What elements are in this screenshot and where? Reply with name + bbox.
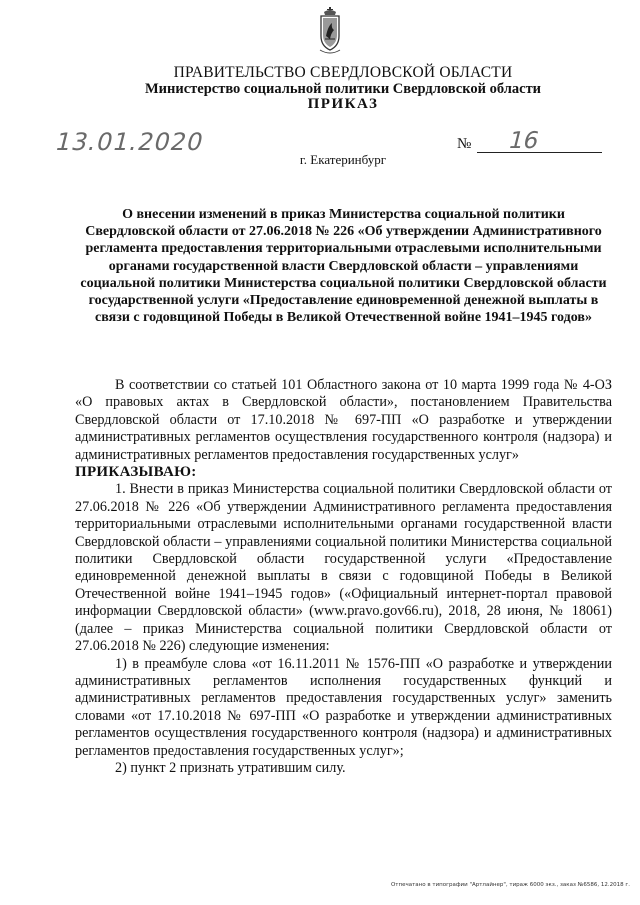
document-body <box>75 377 612 777</box>
ministry-name: Министерство социальной политики Свердловской области <box>144 81 542 97</box>
preamble-paragraph: В соответствии со статьей 101 Областного закона от 10 марта 1999 года № 4-ОЗ «О правовых актах в Свердловской области», постановлением Правительства Свердловской области от 17.10.2018 № 697-ПП «О разработке и утверждении административных регламентов осуществления государственного контроля (надзора) и административных регламентов предоставления государственных услуг» <box>75 377 612 463</box>
coat-of-arms-icon <box>319 6 341 56</box>
item-1-2-paragraph: 2) пункт 2 признать утратившим силу. <box>115 759 346 776</box>
government-name: ПРАВИТЕЛЬСТВО СВЕРДЛОВСКОЙ ОБЛАСТИ <box>173 64 513 81</box>
document-number: 16 <box>505 128 542 154</box>
document-type: ПРИКАЗ <box>307 96 379 112</box>
document-date: 13.01.2020 <box>52 128 207 156</box>
order-word: ПРИКАЗЫВАЮ: <box>75 464 197 481</box>
item-1-paragraph: 1. Внести в приказ Министерства социальной политики Свердловской области от 27.06.2018 № 226 «Об утверждении Административного регламента предоставления территориальными отраслевыми исполнительными органами государственной власти Свердловской области – управлениями социальной политики Министерства социальной политики Свердловской области государственной услуги «Предоставление единовременной денежной выплаты в связи с годовщиной Победы в Великой Отечественной войне 1941–1945 годов» («Официальный интернет-портал правовой информации Свердловской области» (www.pravo.gov66.ru), 2018, 28 июня, № 18061) (далее – приказ Министерства социальной политики Свердловской области от 27.06.2018 № 226) следующие изменения: <box>75 481 612 655</box>
document-title: О внесении изменений в приказ Министерства социальной политики Свердловской области от 27.06.2018 № 226 «Об утверждении Административного регламента предоставления территориальными отраслевыми исполнительными органами государственной власти Свердловской области – управлениями социальной политики Министерства социальной политики Свердловской области государственной услуги «Предоставление единовременной денежной выплаты в связи с годовщиной Победы в Великой Отечественной войне 1941–1945 годов» <box>80 207 607 326</box>
print-footer: Отпечатано в типографии "Артлайнер", тираж 6000 экз., заказ №6586, 12.2018 г. <box>390 882 630 888</box>
number-label: № <box>457 136 472 152</box>
city: г. Екатеринбург <box>299 152 387 167</box>
item-1-1-paragraph: 1) в преамбуле слова «от 16.11.2011 № 1576-ПП «О разработке и утверждении административных регламентов исполнения государственных функций и административных регламентов предоставления государственных услуг» заменить словами «от 17.10.2018 № 697-ПП «О разработке и утверждении административных регламентов осуществления государственного контроля (надзора) и административных регламентов предоставления государственных услуг»; <box>75 655 612 759</box>
